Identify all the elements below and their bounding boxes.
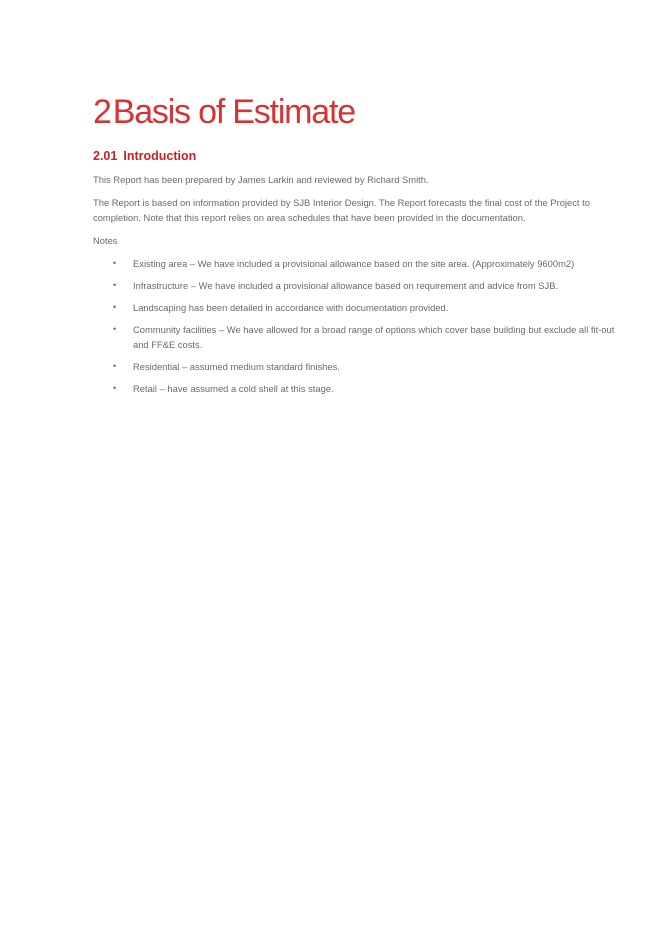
- list-item: [93, 359, 618, 374]
- notes-label: Notes: [93, 235, 118, 246]
- note-text: Retail – have assumed a cold shell at this stage.: [133, 383, 334, 394]
- bullet-icon: •: [113, 258, 117, 268]
- list-item: [93, 256, 618, 271]
- list-item: [93, 322, 618, 352]
- note-text: Residential – assumed medium standard finishes.: [133, 361, 340, 372]
- chapter-title: [93, 90, 618, 134]
- chapter-title-text: Basis of Estimate: [112, 93, 355, 131]
- section-number: 2.01: [93, 149, 118, 163]
- note-text: Infrastructure – We have included a provisional allowance based on requirement and advice from SJB.: [133, 280, 559, 291]
- list-item: [93, 300, 618, 315]
- bullet-icon: •: [113, 280, 117, 290]
- bullet-icon: •: [113, 302, 117, 312]
- bullet-icon: •: [113, 361, 117, 371]
- report-basis-paragraph: The Report is based on information provided by SJB Interior Design. The Report forecasts the final cost of the Project to completion. Note that this report relies on area schedules that have been provided in the documentation.: [93, 197, 590, 223]
- bullet-icon: •: [113, 383, 117, 393]
- list-item: [93, 278, 618, 293]
- page-content: [93, 90, 618, 403]
- intro-paragraph: This Report has been prepared by James Larkin and reviewed by Richard Smith.: [93, 174, 429, 185]
- section-heading: [93, 148, 618, 164]
- section-title: Introduction: [123, 149, 197, 163]
- bullet-icon: •: [113, 324, 117, 334]
- note-text: Community facilities – We have allowed for a broad range of options which cover base building but exclude all fit-out and FF&E costs.: [133, 324, 615, 350]
- note-text: Landscaping has been detailed in accordance with documentation provided.: [133, 302, 449, 313]
- list-item: [93, 381, 618, 396]
- note-text: Existing area – We have included a provisional allowance based on the site area. (Approximately 9600m2): [133, 258, 575, 269]
- notes-list: [93, 256, 618, 396]
- chapter-number: 2: [93, 93, 111, 131]
